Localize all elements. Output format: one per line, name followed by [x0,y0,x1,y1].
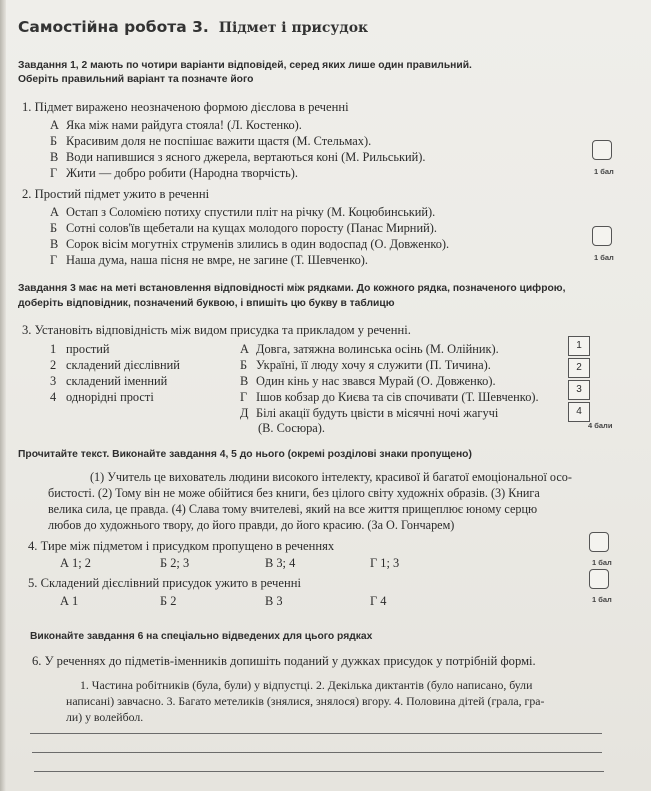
q3-right-e-source: (В. Сосюра). [258,421,326,435]
subtitle-text: Підмет і присудок [218,20,369,36]
instruction-4: Виконайте завдання 6 на спеціально відведених для цього рядках [30,631,373,642]
question-1: 1. Підмет виражено неозначеною формою дієслова в реченні [22,100,349,114]
q3-answer-cell-1[interactable]: 1 [568,336,590,356]
title-text: Самостійна робота 3. [18,18,209,36]
q1-option-b: Б Красивим доля не поспішає важити щастя (М. Стельмах). [50,134,372,148]
answer-line-2[interactable] [32,752,602,753]
passage-line-2: бистості. (2) Тому він не може обійтися без книги, без цілого світу художніх образів. (3) Книга [48,486,540,500]
q3-right-c: В Один кінь у нас звався Мурай (О. Довженко). [240,374,496,388]
q1-points: 1 бал [594,167,614,176]
q6-line-3: ли) у волейбол. [66,710,144,724]
question-4: 4. Тире між підметом і присудком пропущено в реченнях [28,539,335,553]
instruction-1-line-1: Завдання 1, 2 мають по чотири варіанти відповідей, серед яких лише один правильний. [18,60,472,71]
question-5: 5. Складений дієслівний присудок ужито в реченні [28,576,301,590]
q3-right-e: Д Білі акації будуть цвісти в місячні ночі жагучі [240,406,499,420]
q3-points: 4 бали [588,421,613,430]
q4-option-a: А 1; 2 [60,556,91,570]
page-binding-edge [0,0,6,791]
question-6: 6. У реченнях до підметів-іменників допишіть поданий у дужках присудок у потрібній формі. [32,654,536,668]
q4-option-b: Б 2; 3 [160,556,190,570]
q6-line-1: 1. Частина робітників (була, були) у відпустці. 2. Декілька диктантів (було написано, були [80,678,533,692]
q3-right-d: Г Ішов кобзар до Києва та сів спочивати (Т. Шевченко). [240,390,539,404]
q2-option-d: Г Наша дума, наша пісня не вмре, не загине (Т. Шевченко). [50,253,369,267]
q5-answer-box[interactable] [589,569,609,589]
question-3: 3. Установіть відповідність між видом присудка та прикладом у реченні. [22,323,411,337]
passage-line-1: (1) Учитель це вихователь людини високого інтелекту, красивої й багатої емоціональної осо- [90,470,572,484]
q3-answer-cell-4[interactable]: 4 [568,402,590,422]
passage-line-3: велика сила, це правда. (4) Слава тому вчителеві, який на все життя прищеплює юному серцю [48,502,538,516]
q2-answer-box[interactable] [592,226,612,246]
q2-option-c: В Сорок вісім могутніх струменів злились в один водоспад (О. Довженко). [50,237,450,251]
q3-left-1: 1 простий [50,342,110,356]
q5-points: 1 бал [592,595,612,604]
q5-option-d: Г 4 [370,594,387,608]
q1-option-d: Г Жити — добро робити (Народна творчість). [50,166,298,180]
q3-right-b: Б Україні, її люду хочу я служити (П. Тичина). [240,358,491,372]
q5-option-c: В 3 [265,594,283,608]
q2-option-a: А Остап з Соломією потиху спустили пліт на річку (М. Коцюбинський). [50,205,436,219]
question-2: 2. Простий підмет ужито в реченні [22,187,210,201]
passage-line-4: любов до художнього твору, до його правди, до його красию. (За О. Гончарем) [48,518,455,532]
q3-right-a: А Довга, затяжна волинська осінь (М. Олійник). [240,342,499,356]
q3-left-4: 4 однорідні прості [50,390,154,404]
q1-option-a: А Яка між нами райдуга стояла! (Л. Костенко). [50,118,302,132]
q3-left-2: 2 складений дієслівний [50,358,180,372]
q5-option-a: А 1 [60,594,79,608]
q3-answer-table [568,336,590,424]
answer-line-1[interactable] [30,733,602,734]
q3-left-3: 3 складений іменний [50,374,168,388]
q4-answer-box[interactable] [589,532,609,552]
answer-line-3[interactable] [34,771,604,772]
q1-answer-box[interactable] [592,140,612,160]
q4-option-d: Г 1; 3 [370,556,400,570]
instruction-2-line-2: доберіть відповідник, позначений буквою, і впишіть цю букву в таблицю [18,298,395,309]
q1-option-c: В Води напившися з ясного джерела, вертаються коні (М. Рильський). [50,150,426,164]
q4-points: 1 бал [592,558,612,567]
instruction-2-line-1: Завдання 3 має на меті встановлення відповідності між рядками. До кожного рядка, позначеного цифрою, [18,283,566,294]
instruction-3: Прочитайте текст. Виконайте завдання 4, 5 до нього (окремі розділові знаки пропущено) [18,449,472,460]
q3-answer-cell-3[interactable]: 3 [568,380,590,400]
instruction-1-line-2: Оберіть правильний варіант та позначте його [18,74,254,85]
q4-option-c: В 3; 4 [265,556,296,570]
q2-option-b: Б Сотні солов'їв щебетали на кущах молодого поросту (Панас Мирний). [50,221,437,235]
page-title [18,18,368,36]
q5-option-b: Б 2 [160,594,177,608]
q6-line-2: написані) завчасно. 3. Багато метеликів (знялися, знялося) вгору. 4. Половина дітей (грала, гра- [66,694,545,708]
q2-points: 1 бал [594,253,614,262]
q3-answer-cell-2[interactable]: 2 [568,358,590,378]
